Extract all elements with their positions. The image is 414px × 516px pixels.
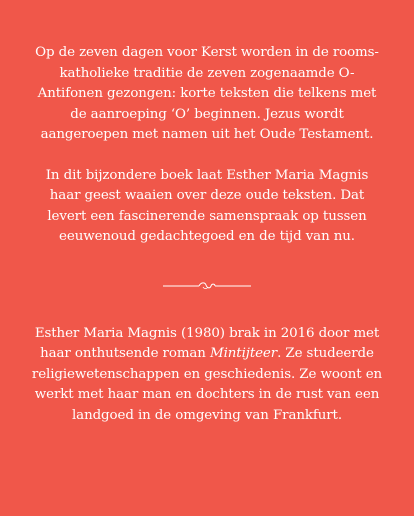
author-bio-part-1: Esther Maria Magnis (1980) brak in 2016 door met haar onthutsende roman — [34, 325, 380, 361]
paragraph-spacer — [30, 146, 384, 166]
blurb-paragraph-2: In dit bijzondere boek laat Esther Maria Magnis haar geest waaien over deze oude teksten. Dat levert een fascinerende samenspraak op tussen eeuwenoud gedachtegoed en de tijd van nu. — [45, 167, 369, 244]
blurb-paragraph-1: Op de zeven dagen voor Kerst worden in de rooms-katholieke traditie de zeven zogenaamde O-Antifonen gezongen: korte teksten die telkens met de aanroeping ‘O’ beginnen. Jezus wordt aangeroepen met namen uit het Oude Testament. — [35, 45, 379, 142]
author-bio — [30, 324, 384, 427]
flourish-divider-icon — [161, 281, 253, 291]
novel-title: Mintijteer — [209, 346, 278, 361]
ornament-divider — [30, 248, 384, 324]
author-bio-part-2: . Ze studeerde religiewetenschappen en geschiedenis. Ze woont en werkt met haar man en dochters in de rust van een landgoed in de omgeving van Frankfurt. — [31, 346, 383, 423]
